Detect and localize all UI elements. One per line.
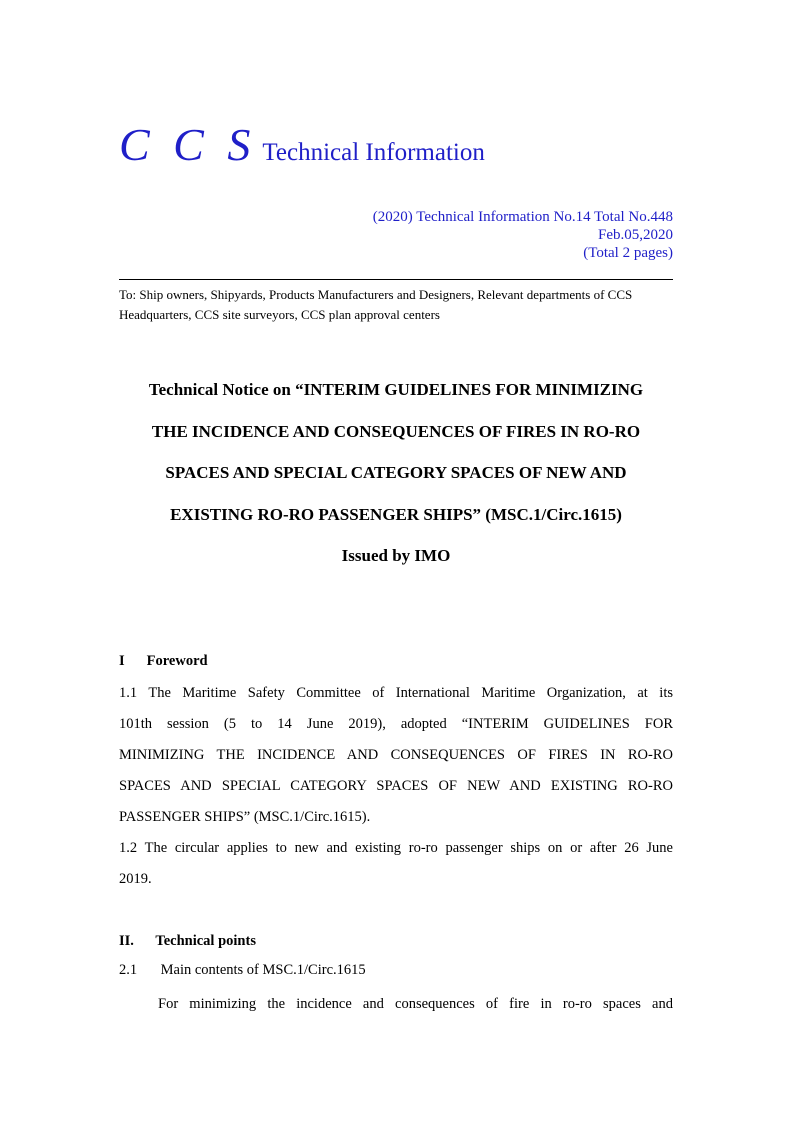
paragraph-line: 1.2 The circular applies to new and existing ro-ro passenger ships on or after 26 June: [119, 840, 673, 856]
section-heading-technical-points: [119, 933, 256, 950]
paragraph-line: MINIMIZING THE INCIDENCE AND CONSEQUENCES OF FIRES IN RO-RO: [119, 747, 673, 763]
paragraph-1-2: [119, 833, 673, 895]
ccs-logo-header: [119, 118, 485, 171]
paragraph-line: PASSENGER SHIPS” (MSC.1/Circ.1615).: [119, 809, 371, 825]
ccs-logo-mark: C C S: [119, 119, 257, 170]
document-title: [119, 369, 673, 577]
title-line: EXISTING RO-RO PASSENGER SHIPS” (MSC.1/Circ.1615): [170, 504, 622, 524]
title-line: THE INCIDENCE AND CONSEQUENCES OF FIRES IN RO-RO: [151, 421, 641, 441]
subsection-title: Main contents of MSC.1/Circ.1615: [160, 962, 366, 978]
paragraph-line: 1.1 The Maritime Safety Committee of International Maritime Organization, at its: [119, 685, 673, 701]
section-title: Foreword: [146, 653, 208, 669]
header-divider: [119, 279, 673, 280]
page-count: (Total 2 pages): [583, 245, 673, 261]
title-line: Issued by IMO: [341, 546, 451, 565]
header-title: Technical Information: [262, 139, 485, 166]
title-line: Technical Notice on “INTERIM GUIDELINES FOR MINIMIZING: [148, 380, 644, 399]
subsection-2-1: [119, 962, 366, 979]
section-heading-foreword: [119, 653, 208, 670]
title-line: SPACES AND SPECIAL CATEGORY SPACES OF NEW AND: [165, 463, 627, 482]
body-paragraph: For minimizing the incidence and consequences of fire in ro-ro spaces and: [158, 996, 673, 1012]
paragraph-1-1: [119, 678, 673, 833]
subsection-number: 2.1: [119, 962, 138, 978]
paragraph-line: 101th session (5 to 14 June 2019), adopted “INTERIM GUIDELINES FOR: [119, 716, 673, 732]
section-number: I: [119, 653, 125, 669]
recipients-line: To: Ship owners, Shipyards, Products Manufacturers and Designers, Relevant departments of CCS Headquarters, CCS site surveyors, CCS plan approval centers: [119, 287, 633, 322]
paragraph-line: 2019.: [119, 871, 152, 887]
paragraph-line: SPACES AND SPECIAL CATEGORY SPACES OF NEW AND EXISTING RO-RO: [119, 778, 673, 794]
section-number: II.: [119, 933, 134, 949]
issue-date: Feb.05,2020: [598, 227, 673, 243]
section-title: Technical points: [155, 933, 256, 949]
issue-number: (2020) Technical Information No.14 Total No.448: [372, 209, 673, 225]
issue-meta-block: [373, 208, 673, 262]
